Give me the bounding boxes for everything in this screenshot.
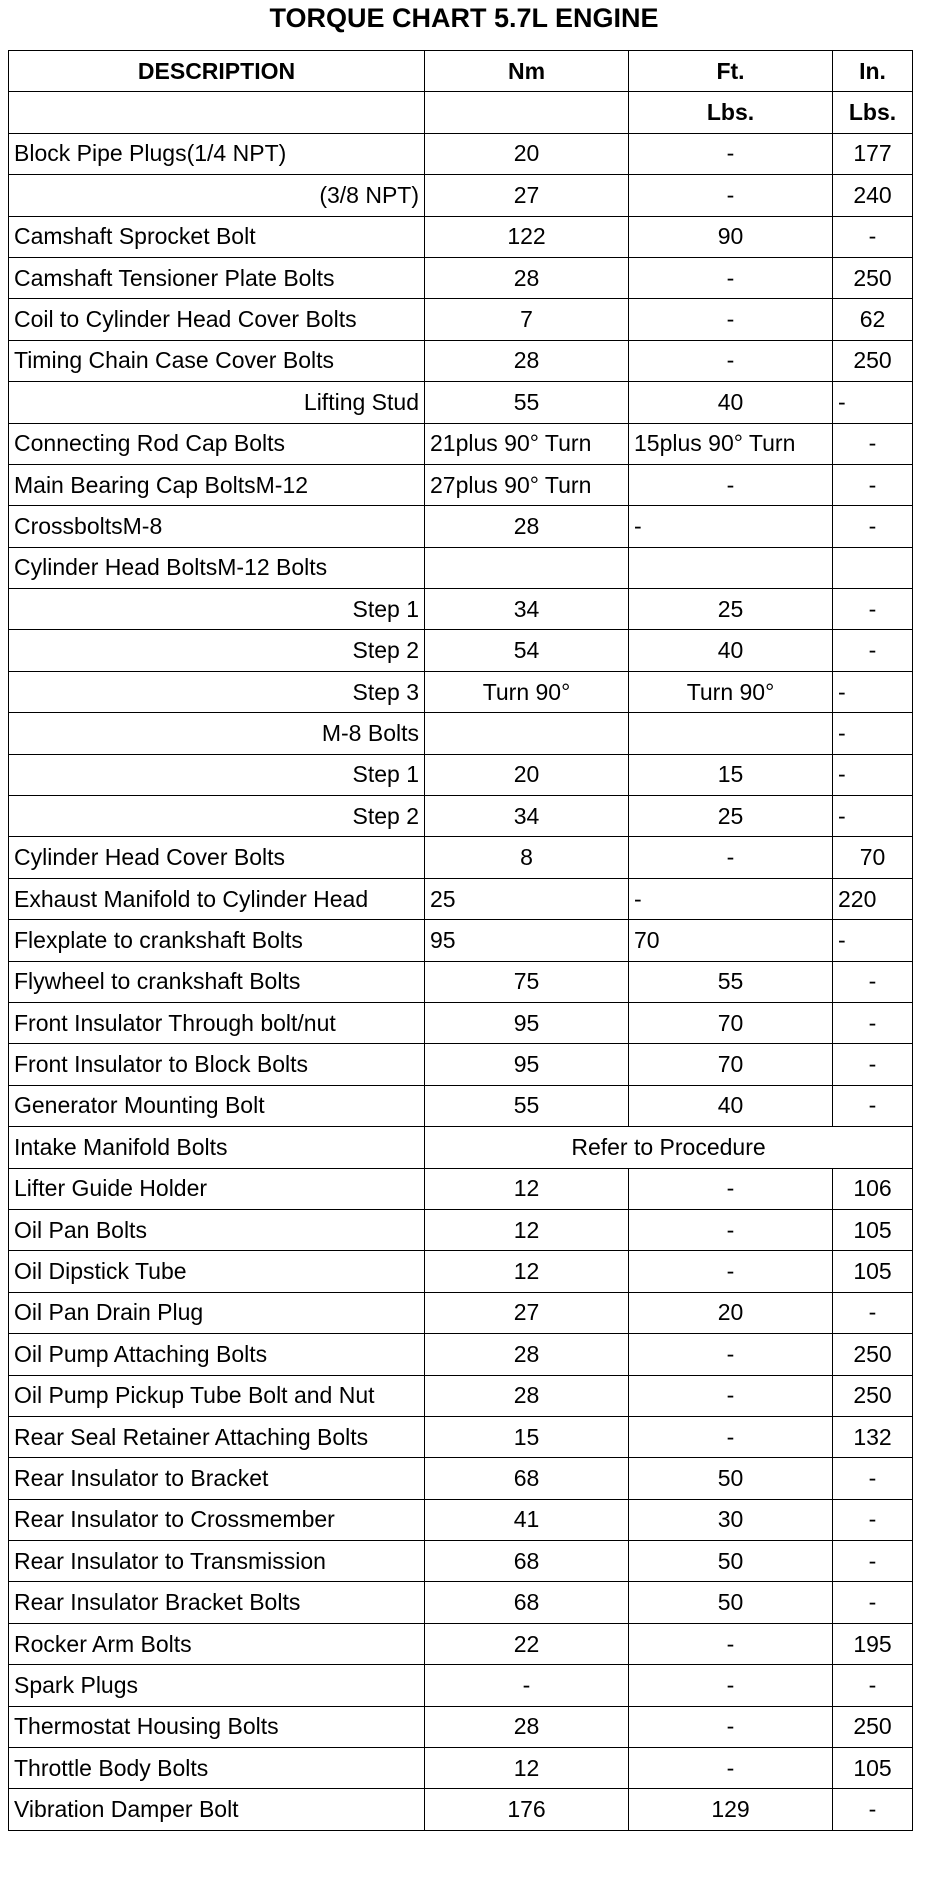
header-ft: Ft. bbox=[629, 51, 833, 92]
cell-nm: 22 bbox=[425, 1623, 629, 1664]
cell-ft-lbs: 25 bbox=[629, 589, 833, 630]
cell-in-lbs: - bbox=[833, 464, 913, 505]
table-row bbox=[9, 1706, 913, 1747]
header-row-units bbox=[9, 92, 913, 133]
cell-nm: 68 bbox=[425, 1541, 629, 1582]
cell-ft-lbs: 70 bbox=[629, 1044, 833, 1085]
cell-description: Oil Pump Attaching Bolts bbox=[9, 1334, 425, 1375]
table-row bbox=[9, 464, 913, 505]
cell-ft-lbs bbox=[629, 547, 833, 588]
cell-nm: 28 bbox=[425, 257, 629, 298]
cell-in-lbs: 105 bbox=[833, 1748, 913, 1789]
cell-nm: 75 bbox=[425, 961, 629, 1002]
cell-nm: 21plus 90° Turn bbox=[425, 423, 629, 464]
table-row bbox=[9, 1789, 913, 1830]
cell-in-lbs: 105 bbox=[833, 1209, 913, 1250]
cell-ft-lbs: - bbox=[629, 878, 833, 919]
cell-nm: 7 bbox=[425, 299, 629, 340]
cell-ft-lbs bbox=[629, 713, 833, 754]
cell-ft-lbs: - bbox=[629, 464, 833, 505]
table-row bbox=[9, 1416, 913, 1457]
cell-in-lbs: 195 bbox=[833, 1623, 913, 1664]
cell-description: Flywheel to crankshaft Bolts bbox=[9, 961, 425, 1002]
cell-description: Main Bearing Cap BoltsM-12 bbox=[9, 464, 425, 505]
cell-nm: 12 bbox=[425, 1251, 629, 1292]
table-row bbox=[9, 299, 913, 340]
cell-in-lbs: - bbox=[833, 1292, 913, 1333]
cell-description: Rear Seal Retainer Attaching Bolts bbox=[9, 1416, 425, 1457]
cell-in-lbs: 240 bbox=[833, 175, 913, 216]
table-row bbox=[9, 713, 913, 754]
cell-in-lbs: 250 bbox=[833, 1375, 913, 1416]
header-in: In. bbox=[833, 51, 913, 92]
cell-in-lbs: 106 bbox=[833, 1168, 913, 1209]
cell-description: Camshaft Sprocket Bolt bbox=[9, 216, 425, 257]
cell-ft-lbs: 90 bbox=[629, 216, 833, 257]
cell-in-lbs: 105 bbox=[833, 1251, 913, 1292]
header-description: DESCRIPTION bbox=[9, 51, 425, 92]
table-row bbox=[9, 340, 913, 381]
table-row bbox=[9, 1168, 913, 1209]
cell-description: Rear Insulator Bracket Bolts bbox=[9, 1582, 425, 1623]
table-row bbox=[9, 1127, 913, 1168]
cell-in-lbs: 250 bbox=[833, 1706, 913, 1747]
page-title: TORQUE CHART 5.7L ENGINE bbox=[269, 3, 659, 33]
table-row bbox=[9, 920, 913, 961]
cell-nm: 55 bbox=[425, 1085, 629, 1126]
cell-nm bbox=[425, 713, 629, 754]
cell-nm: 41 bbox=[425, 1499, 629, 1540]
cell-in-lbs: - bbox=[833, 754, 913, 795]
cell-description: Exhaust Manifold to Cylinder Head bbox=[9, 878, 425, 919]
cell-description: Rear Insulator to Bracket bbox=[9, 1458, 425, 1499]
table-row bbox=[9, 630, 913, 671]
table-row bbox=[9, 754, 913, 795]
cell-description: Rear Insulator to Crossmember bbox=[9, 1499, 425, 1540]
cell-in-lbs: - bbox=[833, 1582, 913, 1623]
cell-in-lbs: - bbox=[833, 1002, 913, 1043]
cell-nm: 12 bbox=[425, 1748, 629, 1789]
table-row bbox=[9, 796, 913, 837]
cell-in-lbs: - bbox=[833, 382, 913, 423]
table-row bbox=[9, 1251, 913, 1292]
cell-nm: 27 bbox=[425, 175, 629, 216]
cell-description: Vibration Damper Bolt bbox=[9, 1789, 425, 1830]
cell-in-lbs: - bbox=[833, 1458, 913, 1499]
table-row bbox=[9, 1292, 913, 1333]
table-row bbox=[9, 257, 913, 298]
cell-in-lbs: 250 bbox=[833, 257, 913, 298]
cell-description: Lifter Guide Holder bbox=[9, 1168, 425, 1209]
cell-ft-lbs: - bbox=[629, 1416, 833, 1457]
cell-in-lbs: 132 bbox=[833, 1416, 913, 1457]
table-row bbox=[9, 589, 913, 630]
cell-description: Cylinder Head BoltsM-12 Bolts bbox=[9, 547, 425, 588]
cell-in-lbs: - bbox=[833, 796, 913, 837]
cell-ft-lbs: - bbox=[629, 175, 833, 216]
cell-nm bbox=[425, 547, 629, 588]
cell-description: M-8 Bolts bbox=[9, 713, 425, 754]
header-ft-units: Lbs. bbox=[629, 92, 833, 133]
cell-nm: 12 bbox=[425, 1168, 629, 1209]
cell-in-lbs: - bbox=[833, 506, 913, 547]
cell-nm: Turn 90° bbox=[425, 671, 629, 712]
table-row bbox=[9, 1044, 913, 1085]
cell-ft-lbs: 15 bbox=[629, 754, 833, 795]
cell-nm: 20 bbox=[425, 754, 629, 795]
cell-in-lbs: - bbox=[833, 630, 913, 671]
cell-nm: 15 bbox=[425, 1416, 629, 1457]
cell-ft-lbs: - bbox=[629, 837, 833, 878]
cell-ft-lbs: 30 bbox=[629, 1499, 833, 1540]
table-row bbox=[9, 547, 913, 588]
torque-table bbox=[8, 50, 913, 1831]
cell-ft-lbs: - bbox=[629, 299, 833, 340]
cell-nm: 28 bbox=[425, 506, 629, 547]
cell-ft-lbs: 15plus 90° Turn bbox=[629, 423, 833, 464]
table-row bbox=[9, 961, 913, 1002]
cell-description: Throttle Body Bolts bbox=[9, 1748, 425, 1789]
cell-ft-lbs: - bbox=[629, 1623, 833, 1664]
cell-ft-lbs: 25 bbox=[629, 796, 833, 837]
table-row bbox=[9, 1582, 913, 1623]
cell-description: Generator Mounting Bolt bbox=[9, 1085, 425, 1126]
cell-description: Coil to Cylinder Head Cover Bolts bbox=[9, 299, 425, 340]
cell-nm: 8 bbox=[425, 837, 629, 878]
cell-ft-lbs: - bbox=[629, 1748, 833, 1789]
cell-ft-lbs: 55 bbox=[629, 961, 833, 1002]
table-row bbox=[9, 878, 913, 919]
cell-ft-lbs: 40 bbox=[629, 630, 833, 671]
cell-nm: 27 bbox=[425, 1292, 629, 1333]
table-row bbox=[9, 671, 913, 712]
table-row bbox=[9, 382, 913, 423]
cell-ft-lbs: 70 bbox=[629, 1002, 833, 1043]
cell-description: Camshaft Tensioner Plate Bolts bbox=[9, 257, 425, 298]
cell-nm: 27plus 90° Turn bbox=[425, 464, 629, 505]
table-row bbox=[9, 1541, 913, 1582]
cell-nm: 34 bbox=[425, 589, 629, 630]
cell-nm: 122 bbox=[425, 216, 629, 257]
cell-description: Connecting Rod Cap Bolts bbox=[9, 423, 425, 464]
cell-nm: 55 bbox=[425, 382, 629, 423]
cell-in-lbs: - bbox=[833, 671, 913, 712]
cell-ft-lbs: - bbox=[629, 1168, 833, 1209]
cell-nm: 25 bbox=[425, 878, 629, 919]
cell-description: Oil Pump Pickup Tube Bolt and Nut bbox=[9, 1375, 425, 1416]
cell-description: Front Insulator to Block Bolts bbox=[9, 1044, 425, 1085]
cell-nm: 20 bbox=[425, 133, 629, 174]
cell-description: Thermostat Housing Bolts bbox=[9, 1706, 425, 1747]
cell-description: Front Insulator Through bolt/nut bbox=[9, 1002, 425, 1043]
cell-description: Flexplate to crankshaft Bolts bbox=[9, 920, 425, 961]
cell-in-lbs: - bbox=[833, 1044, 913, 1085]
table-row bbox=[9, 175, 913, 216]
cell-nm: 28 bbox=[425, 1375, 629, 1416]
cell-in-lbs: - bbox=[833, 1541, 913, 1582]
cell-description: CrossboltsM-8 bbox=[9, 506, 425, 547]
table-row bbox=[9, 1209, 913, 1250]
cell-ft-lbs: 20 bbox=[629, 1292, 833, 1333]
cell-ft-lbs: - bbox=[629, 1209, 833, 1250]
table-row bbox=[9, 1334, 913, 1375]
table-row bbox=[9, 216, 913, 257]
table-row bbox=[9, 1623, 913, 1664]
cell-ft-lbs: 40 bbox=[629, 1085, 833, 1126]
cell-ft-lbs: 129 bbox=[629, 1789, 833, 1830]
cell-nm: 28 bbox=[425, 1334, 629, 1375]
cell-nm: 34 bbox=[425, 796, 629, 837]
header-in-units: Lbs. bbox=[833, 92, 913, 133]
cell-in-lbs: - bbox=[833, 1085, 913, 1126]
cell-in-lbs: - bbox=[833, 1499, 913, 1540]
table-row bbox=[9, 1458, 913, 1499]
cell-nm: 28 bbox=[425, 1706, 629, 1747]
cell-description: Cylinder Head Cover Bolts bbox=[9, 837, 425, 878]
cell-in-lbs: - bbox=[833, 216, 913, 257]
cell-in-lbs: - bbox=[833, 713, 913, 754]
cell-note: Refer to Procedure bbox=[425, 1127, 913, 1168]
cell-description: Step 2 bbox=[9, 630, 425, 671]
cell-description: Oil Pan Bolts bbox=[9, 1209, 425, 1250]
cell-in-lbs: - bbox=[833, 961, 913, 1002]
header-nm-units bbox=[425, 92, 629, 133]
cell-ft-lbs: 70 bbox=[629, 920, 833, 961]
cell-ft-lbs: - bbox=[629, 1334, 833, 1375]
cell-nm: 68 bbox=[425, 1458, 629, 1499]
cell-ft-lbs: Turn 90° bbox=[629, 671, 833, 712]
cell-description: Spark Plugs bbox=[9, 1665, 425, 1706]
cell-nm: 28 bbox=[425, 340, 629, 381]
table-row bbox=[9, 133, 913, 174]
cell-nm: 12 bbox=[425, 1209, 629, 1250]
table-row bbox=[9, 837, 913, 878]
cell-in-lbs: - bbox=[833, 589, 913, 630]
cell-ft-lbs: - bbox=[629, 133, 833, 174]
cell-ft-lbs: - bbox=[629, 1665, 833, 1706]
cell-nm: 68 bbox=[425, 1582, 629, 1623]
cell-description: Oil Dipstick Tube bbox=[9, 1251, 425, 1292]
cell-nm: 95 bbox=[425, 1044, 629, 1085]
cell-ft-lbs: 50 bbox=[629, 1541, 833, 1582]
cell-ft-lbs: - bbox=[629, 1251, 833, 1292]
cell-nm: 95 bbox=[425, 1002, 629, 1043]
header-description-units bbox=[9, 92, 425, 133]
cell-description: Rocker Arm Bolts bbox=[9, 1623, 425, 1664]
cell-in-lbs: - bbox=[833, 1665, 913, 1706]
table-row bbox=[9, 1499, 913, 1540]
cell-ft-lbs: 50 bbox=[629, 1458, 833, 1499]
cell-ft-lbs: 50 bbox=[629, 1582, 833, 1623]
cell-nm: 95 bbox=[425, 920, 629, 961]
cell-in-lbs: 250 bbox=[833, 340, 913, 381]
cell-description: (3/8 NPT) bbox=[9, 175, 425, 216]
cell-in-lbs: - bbox=[833, 920, 913, 961]
cell-in-lbs bbox=[833, 547, 913, 588]
cell-in-lbs: 62 bbox=[833, 299, 913, 340]
cell-description: Intake Manifold Bolts bbox=[9, 1127, 425, 1168]
cell-description: Step 1 bbox=[9, 754, 425, 795]
cell-nm: - bbox=[425, 1665, 629, 1706]
table-row bbox=[9, 1375, 913, 1416]
cell-in-lbs: 220 bbox=[833, 878, 913, 919]
cell-description: Step 1 bbox=[9, 589, 425, 630]
cell-description: Step 2 bbox=[9, 796, 425, 837]
cell-in-lbs: 70 bbox=[833, 837, 913, 878]
table-row bbox=[9, 1085, 913, 1126]
cell-description: Timing Chain Case Cover Bolts bbox=[9, 340, 425, 381]
cell-ft-lbs: - bbox=[629, 1706, 833, 1747]
header-row bbox=[9, 51, 913, 92]
cell-nm: 176 bbox=[425, 1789, 629, 1830]
cell-ft-lbs: - bbox=[629, 506, 833, 547]
cell-in-lbs: - bbox=[833, 1789, 913, 1830]
cell-in-lbs: 177 bbox=[833, 133, 913, 174]
header-nm: Nm bbox=[425, 51, 629, 92]
table-row bbox=[9, 1002, 913, 1043]
table-row bbox=[9, 506, 913, 547]
cell-in-lbs: - bbox=[833, 423, 913, 464]
cell-description: Lifting Stud bbox=[9, 382, 425, 423]
table-row bbox=[9, 423, 913, 464]
table-row bbox=[9, 1665, 913, 1706]
cell-description: Rear Insulator to Transmission bbox=[9, 1541, 425, 1582]
cell-ft-lbs: - bbox=[629, 1375, 833, 1416]
cell-ft-lbs: 40 bbox=[629, 382, 833, 423]
cell-description: Step 3 bbox=[9, 671, 425, 712]
cell-in-lbs: 250 bbox=[833, 1334, 913, 1375]
cell-description: Oil Pan Drain Plug bbox=[9, 1292, 425, 1333]
cell-ft-lbs: - bbox=[629, 257, 833, 298]
torque-table-body bbox=[9, 51, 913, 1831]
cell-nm: 54 bbox=[425, 630, 629, 671]
table-row bbox=[9, 1748, 913, 1789]
cell-ft-lbs: - bbox=[629, 340, 833, 381]
cell-description: Block Pipe Plugs(1/4 NPT) bbox=[9, 133, 425, 174]
